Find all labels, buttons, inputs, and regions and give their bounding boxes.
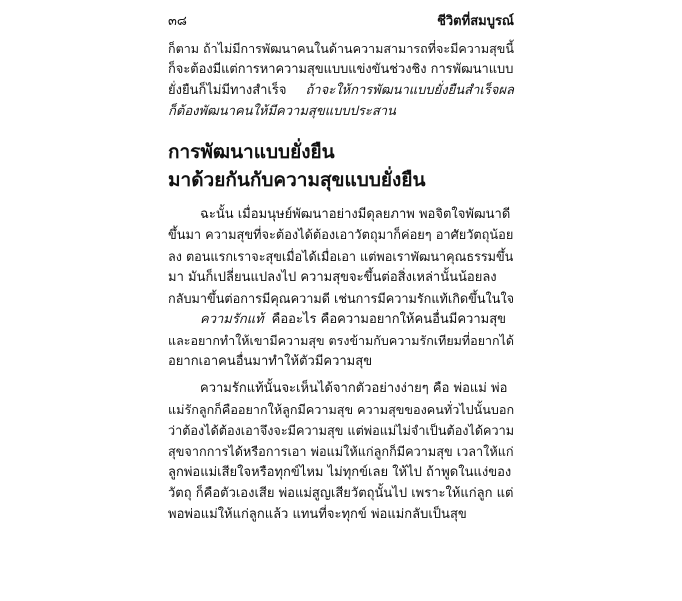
page-header xyxy=(168,10,514,30)
text-line: ขึ้นมา ความสุขที่จะต้องได้ต้องเอาวัตถุมาก็ค่อยๆ อาศัยวัตถุน้อย xyxy=(168,228,514,243)
paragraph-1 xyxy=(168,204,514,309)
page-content xyxy=(168,38,514,525)
emphasis-term: ความรักแท้ xyxy=(200,312,264,327)
text-line: ว่าต้องได้ต้องเอาจึงจะมีความสุข แต่พ่อแม่ไม่จำเป็นต้องได้ความ xyxy=(168,423,515,438)
text-line: สุขจากการได้หรือการเอา พ่อแม่ให้แก่ลูกก็มีความสุข เวลาให้แก่ xyxy=(168,444,514,459)
text-line: ความรักแท้ คืออะไร คือความอยากให้คนอื่นมีความสุข xyxy=(168,309,514,330)
heading-line-2: มาด้วยกันกับความสุขแบบยั่งยืน xyxy=(168,169,426,191)
heading-line-1: การพัฒนาแบบยั่งยืน xyxy=(168,141,335,163)
text-line: ก็ต้องพัฒนาคนให้มีความสุขแบบประสาน xyxy=(168,104,396,119)
text-line: ฉะนั้น เมื่อมนุษย์พัฒนาอย่างมีดุลยภาพ พอจิตใจพัฒนาดี xyxy=(200,207,511,222)
page-number: ๓๘ xyxy=(168,14,187,29)
text-line: ความรักแท้นั้นจะเห็นได้จากตัวอย่างง่ายๆ คือ พ่อแม่ พ่อ xyxy=(200,381,508,396)
text-line: และอยากทำให้เขามีความสุข ตรงข้ามกับความรักเทียมที่อยากได้ xyxy=(168,333,515,348)
text-line: ยั่งยืนก็ไม่มีทางสำเร็จ ถ้าจะให้การพัฒนาแบบยั่งยืนสำเร็จผล xyxy=(168,80,514,101)
text-line: ก็จะต้องมีแต่การหาความสุขแบบแข่งขันช่วงชิง การพัฒนาแบบ xyxy=(168,62,514,77)
text-line: มา มันก็เปลี่ยนแปลงไป ความสุขจะขึ้นต่อสิ่งเหล่านั้นน้อยลง xyxy=(168,270,497,285)
running-title: ชีวิตที่สมบูรณ์ xyxy=(437,14,514,29)
intro-paragraph xyxy=(168,38,514,122)
paragraph-3 xyxy=(168,378,514,525)
text-line: ก็ตาม ถ้าไม่มีการพัฒนาคนในด้านความสามารถที่จะมีความสุขนี้ xyxy=(168,41,514,56)
text-line: ลูกพ่อแม่เสียใจหรือทุกข์ไหม ไม่ทุกข์เลย ให้ไป ถ้าพูดในแง่ของ xyxy=(168,465,512,480)
text-line: กลับมาขึ้นต่อการมีคุณความดี เช่นการมีความรักแท้เกิดขึ้นในใจ xyxy=(168,291,515,306)
section-heading xyxy=(168,138,514,194)
paragraph-2 xyxy=(168,309,514,372)
text-line: แม่รักลูกก็คืออยากให้ลูกมีความสุข ความสุขของคนทั่วไปนั้นบอก xyxy=(168,402,515,417)
emphasis-text: ถ้าจะให้การพัฒนาแบบยั่งยืนสำเร็จผล xyxy=(305,83,514,98)
text-line: พอพ่อแม่ให้แก่ลูกแล้ว แทนที่จะทุกข์ พ่อแม่กลับเป็นสุข xyxy=(168,507,467,522)
text-line: วัตถุ ก็คือตัวเองเสีย พ่อแม่สูญเสียวัตถุนั้นไป เพราะให้แก่ลูก แต่ xyxy=(168,486,514,501)
text-line: อยากเอาคนอื่นมาทำให้ตัวมีความสุข xyxy=(168,354,373,369)
text-line: ลง ตอนแรกเราจะสุขเมื่อได้เมื่อเอา แต่พอเราพัฒนาคุณธรรมขึ้น xyxy=(168,249,514,264)
